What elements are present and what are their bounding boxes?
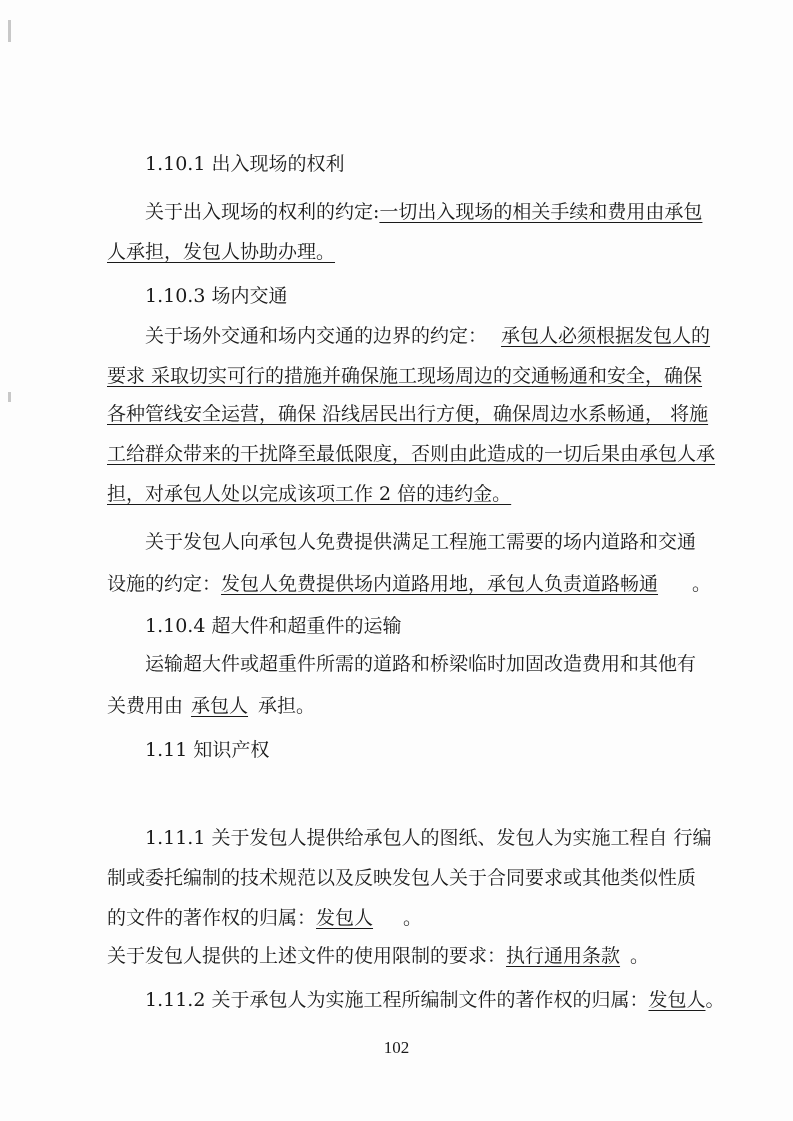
clause-prefix: 关于出入现场的权利的约定: — [145, 201, 380, 223]
paragraph-line — [107, 944, 649, 968]
filled-value: 各种管线安全运营，确保 沿线居民出行方便，确保周边水系畅通， 将施 — [107, 403, 709, 425]
filled-value: 一切出入现场的相关手续和费用由承包 — [379, 201, 703, 223]
section-heading-1-10-1: 1.10.1 出入现场的权利 — [145, 153, 345, 175]
scan-edge-mark — [8, 20, 11, 42]
paragraph-line — [107, 572, 711, 596]
clause-end: 。 — [705, 989, 725, 1011]
paragraph-line — [107, 240, 335, 264]
clause-prefix: 关于场外交通和场内交通的边界的约定： — [145, 325, 488, 347]
paragraph-line — [145, 324, 710, 348]
clause-end: 。 — [692, 573, 712, 595]
filled-value: 承包人 — [191, 695, 249, 717]
filled-value: 要求 采取切实可行的措施并确保施工现场周边的交通畅通和安全，确保 — [107, 365, 703, 387]
clause-prefix: 关于发包人提供的上述文件的使用限制的要求： — [107, 945, 507, 967]
paragraph-line — [107, 364, 702, 388]
paragraph-line — [107, 694, 315, 718]
paragraph-line — [107, 906, 422, 930]
paragraph-line: 运输超大件或超重件所需的道路和桥梁临时加固改造费用和其他有 — [145, 653, 697, 675]
paragraph-line — [107, 482, 511, 506]
clause-suffix: 承担。 — [258, 695, 316, 717]
filled-value: 担，对承包人处以完成该项工作 2 倍的违约金。 — [107, 483, 512, 505]
filled-value: 发包人免费提供场内道路用地，承包人负责道路畅通 — [221, 573, 659, 595]
clause-prefix: 的文件的著作权的归属： — [107, 907, 317, 929]
clause-prefix: 关费用由 — [107, 695, 184, 717]
filled-value: 执行通用条款 — [506, 945, 621, 967]
paragraph-line: 1.11.1 关于发包人提供给承包人的图纸、发包人为实施工程自 行编 — [145, 827, 712, 849]
paragraph-line — [145, 200, 702, 224]
paragraph-line — [107, 402, 708, 426]
section-heading-1-10-4: 1.10.4 超大件和超重件的运输 — [145, 615, 402, 637]
clause-end: 。 — [630, 945, 650, 967]
filled-value: 发包人 — [648, 989, 706, 1011]
paragraph-line — [107, 442, 715, 466]
clause-prefix: 设施的约定： — [107, 573, 222, 595]
filled-value: 承包人必须根据发包人的 — [501, 325, 711, 347]
filled-value: 人承担，发包人协助办理。 — [107, 241, 336, 263]
paragraph-line: 制或委托编制的技术规范以及反映发包人关于合同要求或其他类似性质 — [107, 867, 697, 889]
clause-prefix: 1.11.2 关于承包人为实施工程所编制文件的著作权的归属： — [145, 989, 649, 1011]
section-heading-1-11: 1.11 知识产权 — [145, 739, 270, 761]
section-heading-1-10-3: 1.10.3 场内交通 — [145, 285, 288, 307]
paragraph-line — [145, 988, 725, 1012]
filled-value: 工给群众带来的干扰降至最低限度，否则由此造成的一切后果由承包人承 — [107, 443, 716, 465]
paragraph-line: 关于发包人向承包人免费提供满足工程施工需要的场内道路和交通 — [145, 531, 697, 553]
clause-end: 。 — [403, 907, 423, 929]
filled-value: 发包人 — [316, 907, 374, 929]
scan-edge-mark — [8, 392, 11, 402]
page-number: 102 — [383, 1038, 410, 1057]
